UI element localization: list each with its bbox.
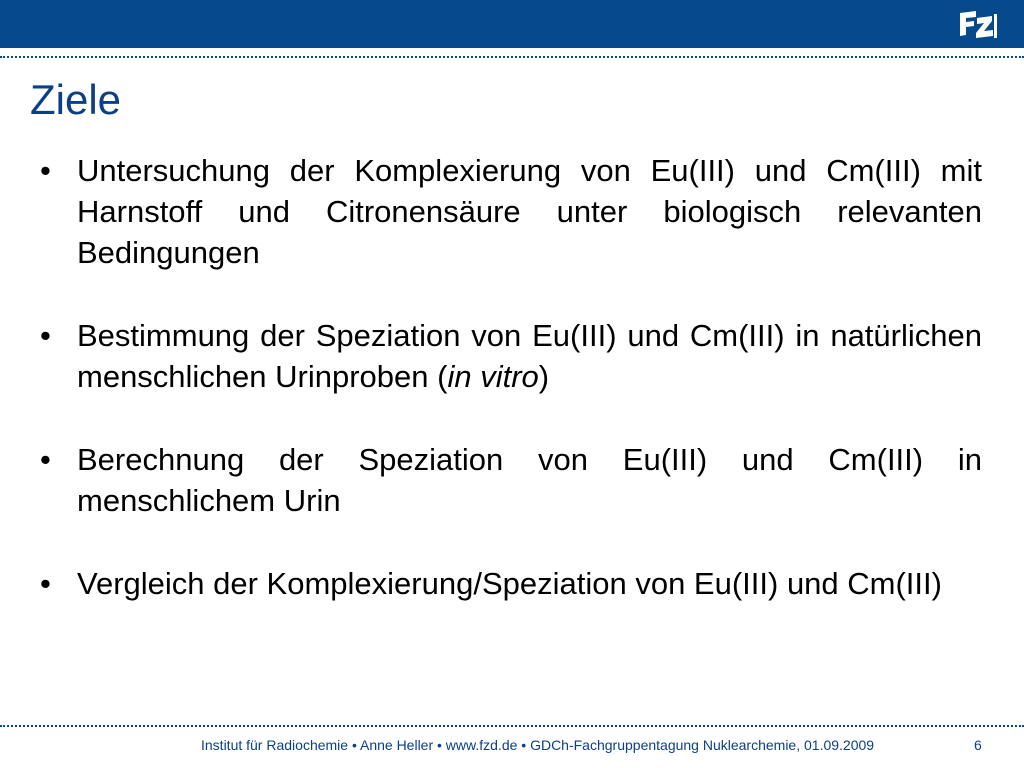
footer-divider (0, 725, 1024, 727)
bullet-text: Untersuchung der Komplexierung von Eu(III) und Cm(III) mit Harnstoff und Citronensäure unter biologisch relevanten Bedingungen (77, 153, 982, 270)
header-divider (0, 56, 1024, 58)
bullet-list (40, 150, 982, 646)
bullet-item (40, 315, 982, 397)
bullet-text: Berechnung der Speziation von Eu(III) und Cm(III) in menschlichem Urin (77, 442, 982, 518)
bullet-item (40, 563, 982, 604)
fzd-logo-icon (954, 9, 998, 45)
header-bar (0, 0, 1024, 48)
bullet-text: Vergleich der Komplexierung/Speziation von Eu(III) und Cm(III) (77, 566, 942, 601)
bullet-text-italic: in vitro (447, 359, 539, 394)
page-number: 6 (974, 737, 982, 753)
bullet-item (40, 439, 982, 521)
slide-title: Ziele (30, 76, 122, 123)
bullet-text: ) (538, 359, 550, 394)
footer-text: Institut für Radiochemie • Anne Heller • www.fzd.de • GDCh-Fachgruppentagung Nuklearchemie, 01.09.2009 (201, 737, 875, 753)
bullet-item (40, 150, 982, 273)
bullet-text: Bestimmung der Speziation von Eu(III) und Cm(III) in natürlichen menschlichen Urinproben ( (77, 318, 982, 394)
